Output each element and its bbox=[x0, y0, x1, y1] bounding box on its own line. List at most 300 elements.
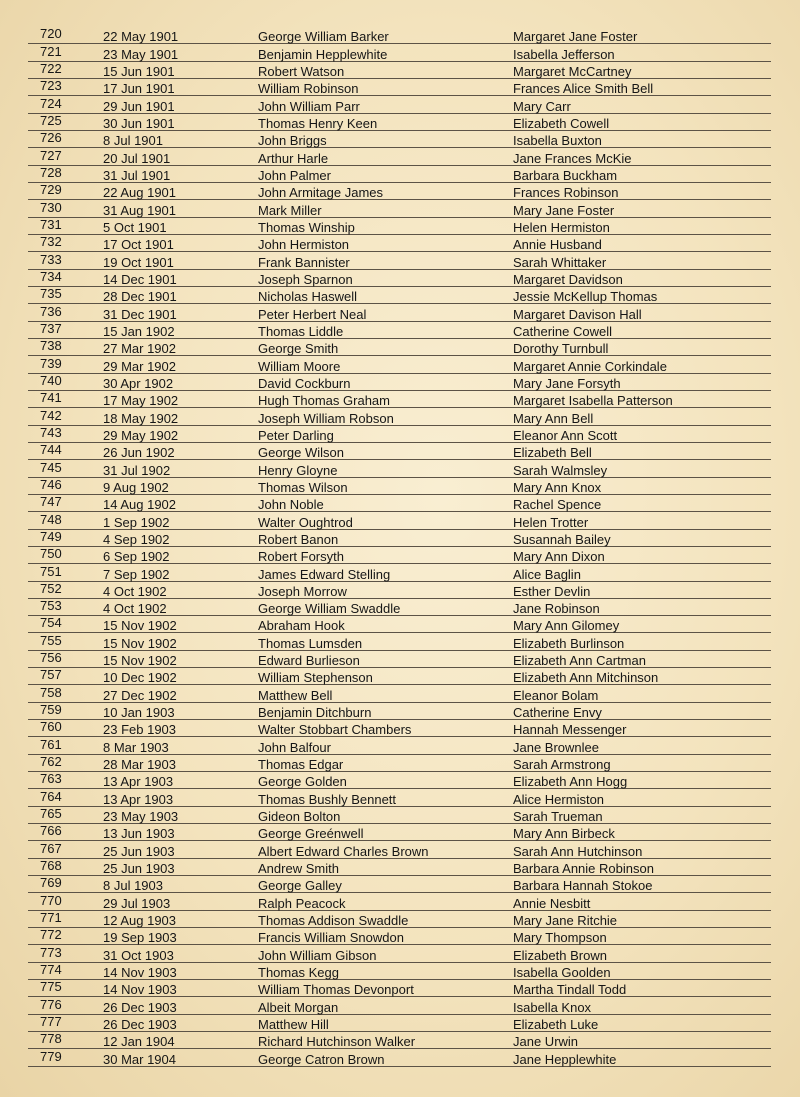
bride-name: Margaret Jane Foster bbox=[513, 29, 638, 45]
bride-name: Susannah Bailey bbox=[513, 531, 611, 547]
table-row bbox=[28, 495, 771, 512]
marriage-date: 23 May 1901 bbox=[103, 46, 179, 62]
bride-name: Jane Hepplewhite bbox=[513, 1051, 617, 1067]
bride-name: Eleanor Ann Scott bbox=[513, 427, 618, 443]
entry-number: 734 bbox=[40, 268, 62, 284]
marriage-date: 13 Apr 1903 bbox=[103, 774, 174, 790]
bride-name: Barbara Buckham bbox=[513, 167, 618, 183]
bride-name: Annie Husband bbox=[513, 237, 602, 253]
groom-name: Frank Bannister bbox=[258, 254, 350, 270]
bride-name: Alice Hermiston bbox=[513, 791, 605, 807]
bride-name: Eleanor Bolam bbox=[513, 687, 599, 703]
bride-name: Dorothy Turnbull bbox=[513, 341, 609, 357]
table-row bbox=[28, 235, 771, 252]
groom-name: John Balfour bbox=[258, 739, 331, 755]
table-row bbox=[28, 374, 771, 391]
table-row bbox=[28, 772, 771, 789]
entry-number: 755 bbox=[40, 632, 62, 648]
entry-number: 723 bbox=[40, 78, 62, 94]
bride-name: Mary Jane Ritchie bbox=[513, 913, 618, 929]
marriage-date: 31 Oct 1903 bbox=[103, 947, 174, 963]
bride-name: Helen Trotter bbox=[513, 514, 589, 530]
bride-name: Barbara Annie Robinson bbox=[513, 861, 654, 877]
entry-number: 749 bbox=[40, 528, 62, 544]
bride-name: Jane Urwin bbox=[513, 1034, 579, 1050]
table-row bbox=[28, 270, 771, 287]
bride-name: Annie Nesbitt bbox=[513, 895, 591, 911]
entry-number: 737 bbox=[40, 320, 62, 336]
marriage-date: 8 Jul 1901 bbox=[103, 133, 163, 149]
table-row bbox=[28, 1015, 771, 1032]
groom-name: Joseph William Robson bbox=[258, 410, 394, 426]
bride-name: Elizabeth Brown bbox=[513, 947, 607, 963]
marriage-date: 26 Dec 1903 bbox=[103, 1017, 177, 1033]
marriage-date: 31 Jul 1901 bbox=[103, 167, 171, 183]
groom-name: Thomas Henry Keen bbox=[258, 115, 378, 131]
marriage-date: 31 Dec 1901 bbox=[103, 306, 177, 322]
entry-number: 742 bbox=[40, 407, 62, 423]
table-row bbox=[28, 547, 771, 564]
table-row bbox=[28, 980, 771, 997]
marriage-date: 15 Jan 1902 bbox=[103, 323, 175, 339]
entry-number: 727 bbox=[40, 147, 62, 163]
table-row bbox=[28, 62, 771, 79]
table-row bbox=[28, 356, 771, 373]
bride-name: Elizabeth Ann Hogg bbox=[513, 774, 628, 790]
marriage-date: 23 Feb 1903 bbox=[103, 722, 177, 738]
marriage-date: 30 Mar 1904 bbox=[103, 1051, 176, 1067]
marriage-date: 22 May 1901 bbox=[103, 29, 179, 45]
bride-name: Mary Ann Dixon bbox=[513, 549, 605, 565]
marriage-date: 19 Oct 1901 bbox=[103, 254, 174, 270]
table-row bbox=[28, 391, 771, 408]
entry-number: 761 bbox=[40, 736, 62, 752]
groom-name: Albert Edward Charles Brown bbox=[258, 843, 429, 859]
entry-number: 759 bbox=[40, 702, 62, 718]
entry-number: 771 bbox=[40, 910, 62, 926]
table-row bbox=[28, 997, 771, 1014]
entry-number: 744 bbox=[40, 442, 62, 458]
groom-name: William Thomas Devonport bbox=[258, 982, 414, 998]
bride-name: Alice Baglin bbox=[513, 566, 581, 582]
entry-number: 739 bbox=[40, 355, 62, 371]
groom-name: George William Barker bbox=[258, 29, 389, 45]
entry-number: 736 bbox=[40, 303, 62, 319]
table-row bbox=[28, 824, 771, 841]
bride-name: Margaret McCartney bbox=[513, 63, 632, 79]
table-row bbox=[28, 1032, 771, 1049]
table-row bbox=[28, 928, 771, 945]
table-row bbox=[28, 200, 771, 217]
table-row bbox=[28, 443, 771, 460]
marriage-date: 29 Jul 1903 bbox=[103, 895, 171, 911]
entry-number: 731 bbox=[40, 216, 62, 232]
bride-name: Sarah Ann Hutchinson bbox=[513, 843, 643, 859]
groom-name: Francis William Snowdon bbox=[258, 930, 404, 946]
marriage-date: 31 Jul 1902 bbox=[103, 462, 171, 478]
groom-name: Matthew Hill bbox=[258, 1017, 329, 1033]
bride-name: Mary Jane Forsyth bbox=[513, 375, 621, 391]
bride-name: Sarah Trueman bbox=[513, 809, 603, 825]
entry-number: 725 bbox=[40, 112, 62, 128]
table-row bbox=[28, 27, 771, 44]
table-row bbox=[28, 96, 771, 113]
marriage-date: 30 Jun 1901 bbox=[103, 115, 175, 131]
table-row bbox=[28, 876, 771, 893]
entry-number: 764 bbox=[40, 788, 62, 804]
bride-name: Isabella Knox bbox=[513, 999, 592, 1015]
marriage-date: 26 Jun 1902 bbox=[103, 445, 175, 461]
entry-number: 720 bbox=[40, 26, 62, 42]
table-row bbox=[28, 633, 771, 650]
bride-name: Elizabeth Ann Mitchinson bbox=[513, 670, 659, 686]
bride-name: Margaret Davison Hall bbox=[513, 306, 642, 322]
entry-number: 769 bbox=[40, 875, 62, 891]
bride-name: Mary Ann Knox bbox=[513, 479, 602, 495]
marriage-date: 13 Jun 1903 bbox=[103, 826, 175, 842]
groom-name: Gideon Bolton bbox=[258, 809, 341, 825]
table-row bbox=[28, 44, 771, 61]
entry-number: 772 bbox=[40, 927, 62, 943]
groom-name: Robert Forsyth bbox=[258, 549, 344, 565]
bride-name: Mary Ann Gilomey bbox=[513, 618, 620, 634]
table-row bbox=[28, 963, 771, 980]
table-row bbox=[28, 789, 771, 806]
table-row bbox=[28, 807, 771, 824]
table-row bbox=[28, 668, 771, 685]
table-row bbox=[28, 530, 771, 547]
bride-name: Hannah Messenger bbox=[513, 722, 627, 738]
entry-number: 746 bbox=[40, 476, 62, 492]
entry-number: 752 bbox=[40, 580, 62, 596]
groom-name: David Cockburn bbox=[258, 375, 351, 391]
groom-name: Benjamin Hepplewhite bbox=[258, 46, 388, 62]
entry-number: 754 bbox=[40, 615, 62, 631]
marriage-date: 9 Aug 1902 bbox=[103, 479, 169, 495]
groom-name: George Wilson bbox=[258, 445, 344, 461]
entry-number: 721 bbox=[40, 43, 62, 59]
groom-name: George Golden bbox=[258, 774, 347, 790]
groom-name: Thomas Addison Swaddle bbox=[258, 913, 409, 929]
marriage-date: 1 Sep 1902 bbox=[103, 514, 170, 530]
marriage-date: 14 Aug 1902 bbox=[103, 497, 177, 513]
bride-name: Margaret Davidson bbox=[513, 271, 623, 287]
entry-number: 748 bbox=[40, 511, 62, 527]
entry-number: 724 bbox=[40, 95, 62, 111]
entry-number: 757 bbox=[40, 667, 62, 683]
marriage-date: 27 Dec 1902 bbox=[103, 687, 177, 703]
marriage-date: 15 Jun 1901 bbox=[103, 63, 175, 79]
entry-number: 770 bbox=[40, 892, 62, 908]
groom-name: Benjamin Ditchburn bbox=[258, 705, 372, 721]
entry-number: 760 bbox=[40, 719, 62, 735]
bride-name: Esther Devlin bbox=[513, 583, 591, 599]
entry-number: 766 bbox=[40, 823, 62, 839]
marriage-date: 12 Jan 1904 bbox=[103, 1034, 175, 1050]
entry-number: 776 bbox=[40, 996, 62, 1012]
groom-name: Thomas Lumsden bbox=[258, 635, 363, 651]
bride-name: Catherine Cowell bbox=[513, 323, 612, 339]
table-row bbox=[28, 616, 771, 633]
table-row bbox=[28, 460, 771, 477]
groom-name: Thomas Edgar bbox=[258, 757, 344, 773]
bride-name: Elizabeth Burlinson bbox=[513, 635, 625, 651]
entry-number: 747 bbox=[40, 494, 62, 510]
entry-number: 726 bbox=[40, 130, 62, 146]
entry-number: 775 bbox=[40, 979, 62, 995]
marriage-date: 23 May 1903 bbox=[103, 809, 179, 825]
groom-name: Peter Herbert Neal bbox=[258, 306, 367, 322]
groom-name: Peter Darling bbox=[258, 427, 334, 443]
entry-number: 741 bbox=[40, 390, 62, 406]
table-row bbox=[28, 304, 771, 321]
marriage-date: 25 Jun 1903 bbox=[103, 861, 175, 877]
marriage-date: 30 Apr 1902 bbox=[103, 375, 174, 391]
groom-name: John Noble bbox=[258, 497, 324, 513]
marriage-date: 4 Oct 1902 bbox=[103, 601, 167, 617]
bride-name: Helen Hermiston bbox=[513, 219, 610, 235]
marriage-date: 18 May 1902 bbox=[103, 410, 179, 426]
marriage-date: 14 Dec 1901 bbox=[103, 271, 177, 287]
table-row bbox=[28, 114, 771, 131]
bride-name: Sarah Whittaker bbox=[513, 254, 607, 270]
bride-name: Sarah Armstrong bbox=[513, 757, 611, 773]
entry-number: 740 bbox=[40, 372, 62, 388]
bride-name: Elizabeth Luke bbox=[513, 1017, 599, 1033]
table-row bbox=[28, 166, 771, 183]
entry-number: 778 bbox=[40, 1031, 62, 1047]
entry-number: 756 bbox=[40, 650, 62, 666]
entry-number: 745 bbox=[40, 459, 62, 475]
bride-name: Elizabeth Cowell bbox=[513, 115, 610, 131]
marriage-date: 13 Apr 1903 bbox=[103, 791, 174, 807]
entry-number: 779 bbox=[40, 1048, 62, 1064]
bride-name: Sarah Walmsley bbox=[513, 462, 608, 478]
entry-number: 733 bbox=[40, 251, 62, 267]
bride-name: Margaret Annie Corkindale bbox=[513, 358, 667, 374]
groom-name: Albeit Morgan bbox=[258, 999, 339, 1015]
marriage-date: 6 Sep 1902 bbox=[103, 549, 170, 565]
entry-number: 722 bbox=[40, 60, 62, 76]
groom-name: William Stephenson bbox=[258, 670, 373, 686]
table-row bbox=[28, 287, 771, 304]
marriage-date: 17 Oct 1901 bbox=[103, 237, 174, 253]
entry-number: 774 bbox=[40, 962, 62, 978]
marriage-date: 10 Jan 1903 bbox=[103, 705, 175, 721]
table-row bbox=[28, 737, 771, 754]
marriage-date: 15 Nov 1902 bbox=[103, 618, 177, 634]
entry-number: 763 bbox=[40, 771, 62, 787]
marriage-date: 17 Jun 1901 bbox=[103, 81, 175, 97]
groom-name: Nicholas Haswell bbox=[258, 289, 357, 305]
groom-name: John Briggs bbox=[258, 133, 327, 149]
groom-name: Edward Burlieson bbox=[258, 653, 360, 669]
groom-name: Robert Watson bbox=[258, 63, 345, 79]
table-row bbox=[28, 218, 771, 235]
entry-number: 728 bbox=[40, 164, 62, 180]
groom-name: Andrew Smith bbox=[258, 861, 339, 877]
groom-name: John Palmer bbox=[258, 167, 331, 183]
marriage-date: 14 Nov 1903 bbox=[103, 965, 177, 981]
marriage-date: 17 May 1902 bbox=[103, 393, 179, 409]
entry-number: 743 bbox=[40, 424, 62, 440]
table-row bbox=[28, 478, 771, 495]
marriage-date: 15 Nov 1902 bbox=[103, 635, 177, 651]
marriage-date: 28 Mar 1903 bbox=[103, 757, 176, 773]
table-row bbox=[28, 841, 771, 858]
groom-name: Joseph Sparnon bbox=[258, 271, 353, 287]
table-row bbox=[28, 859, 771, 876]
table-row bbox=[28, 651, 771, 668]
entry-number: 732 bbox=[40, 234, 62, 250]
marriage-date: 8 Jul 1903 bbox=[103, 878, 163, 894]
groom-name: George Catron Brown bbox=[258, 1051, 385, 1067]
table-row bbox=[28, 564, 771, 581]
marriage-date: 10 Dec 1902 bbox=[103, 670, 177, 686]
bride-name: Mary Ann Bell bbox=[513, 410, 594, 426]
groom-name: William Robinson bbox=[258, 81, 359, 97]
table-row bbox=[28, 685, 771, 702]
marriage-date: 20 Jul 1901 bbox=[103, 150, 171, 166]
bride-name: Rachel Spence bbox=[513, 497, 602, 513]
groom-name: Robert Banon bbox=[258, 531, 339, 547]
entry-number: 768 bbox=[40, 858, 62, 874]
groom-name: Thomas Liddle bbox=[258, 323, 344, 339]
table-row bbox=[28, 512, 771, 529]
groom-name: George Galley bbox=[258, 878, 342, 894]
marriage-date: 19 Sep 1903 bbox=[103, 930, 177, 946]
groom-name: John William Parr bbox=[258, 98, 360, 114]
groom-name: Matthew Bell bbox=[258, 687, 333, 703]
entry-number: 773 bbox=[40, 944, 62, 960]
bride-name: Martha Tindall Todd bbox=[513, 982, 627, 998]
marriage-date: 15 Nov 1902 bbox=[103, 653, 177, 669]
groom-name: Arthur Harle bbox=[258, 150, 329, 166]
bride-name: Catherine Envy bbox=[513, 705, 602, 721]
bride-name: Mary Jane Foster bbox=[513, 202, 615, 218]
marriage-date: 5 Oct 1901 bbox=[103, 219, 167, 235]
entry-number: 753 bbox=[40, 598, 62, 614]
table-row bbox=[28, 755, 771, 772]
groom-name: Hugh Thomas Graham bbox=[258, 393, 390, 409]
groom-name: George Greénwell bbox=[258, 826, 364, 842]
table-row bbox=[28, 911, 771, 928]
bride-name: Elizabeth Ann Cartman bbox=[513, 653, 646, 669]
table-row bbox=[28, 322, 771, 339]
marriage-date: 29 Mar 1902 bbox=[103, 358, 176, 374]
table-row bbox=[28, 720, 771, 737]
table-row bbox=[28, 582, 771, 599]
groom-name: Walter Stobbart Chambers bbox=[258, 722, 412, 738]
bride-name: Mary Ann Birbeck bbox=[513, 826, 615, 842]
marriage-date: 29 Jun 1901 bbox=[103, 98, 175, 114]
bride-name: Mary Carr bbox=[513, 98, 571, 114]
table-row bbox=[28, 1049, 771, 1066]
bride-name: Isabella Jefferson bbox=[513, 46, 615, 62]
marriage-register-table bbox=[28, 27, 771, 1067]
entry-number: 777 bbox=[40, 1014, 62, 1030]
bride-name: Isabella Buxton bbox=[513, 133, 602, 149]
table-row bbox=[28, 599, 771, 616]
groom-name: Richard Hutchinson Walker bbox=[258, 1034, 416, 1050]
groom-name: James Edward Stelling bbox=[258, 566, 391, 582]
marriage-date: 27 Mar 1902 bbox=[103, 341, 176, 357]
marriage-date: 28 Dec 1901 bbox=[103, 289, 177, 305]
table-row bbox=[28, 945, 771, 962]
marriage-date: 4 Oct 1902 bbox=[103, 583, 167, 599]
bride-name: Margaret Isabella Patterson bbox=[513, 393, 673, 409]
table-row bbox=[28, 131, 771, 148]
marriage-date: 8 Mar 1903 bbox=[103, 739, 169, 755]
groom-name: Henry Gloyne bbox=[258, 462, 338, 478]
groom-name: Mark Miller bbox=[258, 202, 322, 218]
groom-name: John William Gibson bbox=[258, 947, 377, 963]
marriage-date: 12 Aug 1903 bbox=[103, 913, 177, 929]
table-row bbox=[28, 426, 771, 443]
entry-number: 729 bbox=[40, 182, 62, 198]
bride-name: Frances Robinson bbox=[513, 185, 619, 201]
entry-number: 730 bbox=[40, 199, 62, 215]
marriage-date: 31 Aug 1901 bbox=[103, 202, 177, 218]
entry-number: 751 bbox=[40, 563, 62, 579]
entry-number: 750 bbox=[40, 546, 62, 562]
bride-name: Jane Frances McKie bbox=[513, 150, 632, 166]
bride-name: Frances Alice Smith Bell bbox=[513, 81, 654, 97]
groom-name: William Moore bbox=[258, 358, 341, 374]
groom-name: Abraham Hook bbox=[258, 618, 345, 634]
marriage-date: 4 Sep 1902 bbox=[103, 531, 170, 547]
bride-name: Elizabeth Bell bbox=[513, 445, 592, 461]
bride-name: Jessie McKellup Thomas bbox=[513, 289, 658, 305]
groom-name: Thomas Winship bbox=[258, 219, 355, 235]
groom-name: John Armitage James bbox=[258, 185, 384, 201]
marriage-date: 22 Aug 1901 bbox=[103, 185, 177, 201]
table-row bbox=[28, 183, 771, 200]
table-row bbox=[28, 893, 771, 910]
table-row bbox=[28, 79, 771, 96]
marriage-date: 14 Nov 1903 bbox=[103, 982, 177, 998]
marriage-date: 29 May 1902 bbox=[103, 427, 179, 443]
table-row bbox=[28, 148, 771, 165]
bride-name: Jane Robinson bbox=[513, 601, 600, 617]
bride-name: Jane Brownlee bbox=[513, 739, 599, 755]
marriage-date: 7 Sep 1902 bbox=[103, 566, 170, 582]
entry-number: 758 bbox=[40, 684, 62, 700]
groom-name: Joseph Morrow bbox=[258, 583, 347, 599]
groom-name: George Smith bbox=[258, 341, 339, 357]
groom-name: George William Swaddle bbox=[258, 601, 401, 617]
groom-name: Ralph Peacock bbox=[258, 895, 346, 911]
groom-name: Thomas Kegg bbox=[258, 965, 339, 981]
table-row bbox=[28, 703, 771, 720]
groom-name: Thomas Bushly Bennett bbox=[258, 791, 397, 807]
groom-name: John Hermiston bbox=[258, 237, 350, 253]
bride-name: Mary Thompson bbox=[513, 930, 607, 946]
entry-number: 738 bbox=[40, 338, 62, 354]
entry-number: 735 bbox=[40, 286, 62, 302]
bride-name: Isabella Goolden bbox=[513, 965, 611, 981]
marriage-date: 26 Dec 1903 bbox=[103, 999, 177, 1015]
table-row bbox=[28, 252, 771, 269]
groom-name: Walter Oughtrod bbox=[258, 514, 353, 530]
entry-number: 765 bbox=[40, 806, 62, 822]
groom-name: Thomas Wilson bbox=[258, 479, 348, 495]
entry-number: 767 bbox=[40, 840, 62, 856]
entry-number: 762 bbox=[40, 754, 62, 770]
table-row bbox=[28, 408, 771, 425]
marriage-date: 25 Jun 1903 bbox=[103, 843, 175, 859]
bride-name: Barbara Hannah Stokoe bbox=[513, 878, 653, 894]
